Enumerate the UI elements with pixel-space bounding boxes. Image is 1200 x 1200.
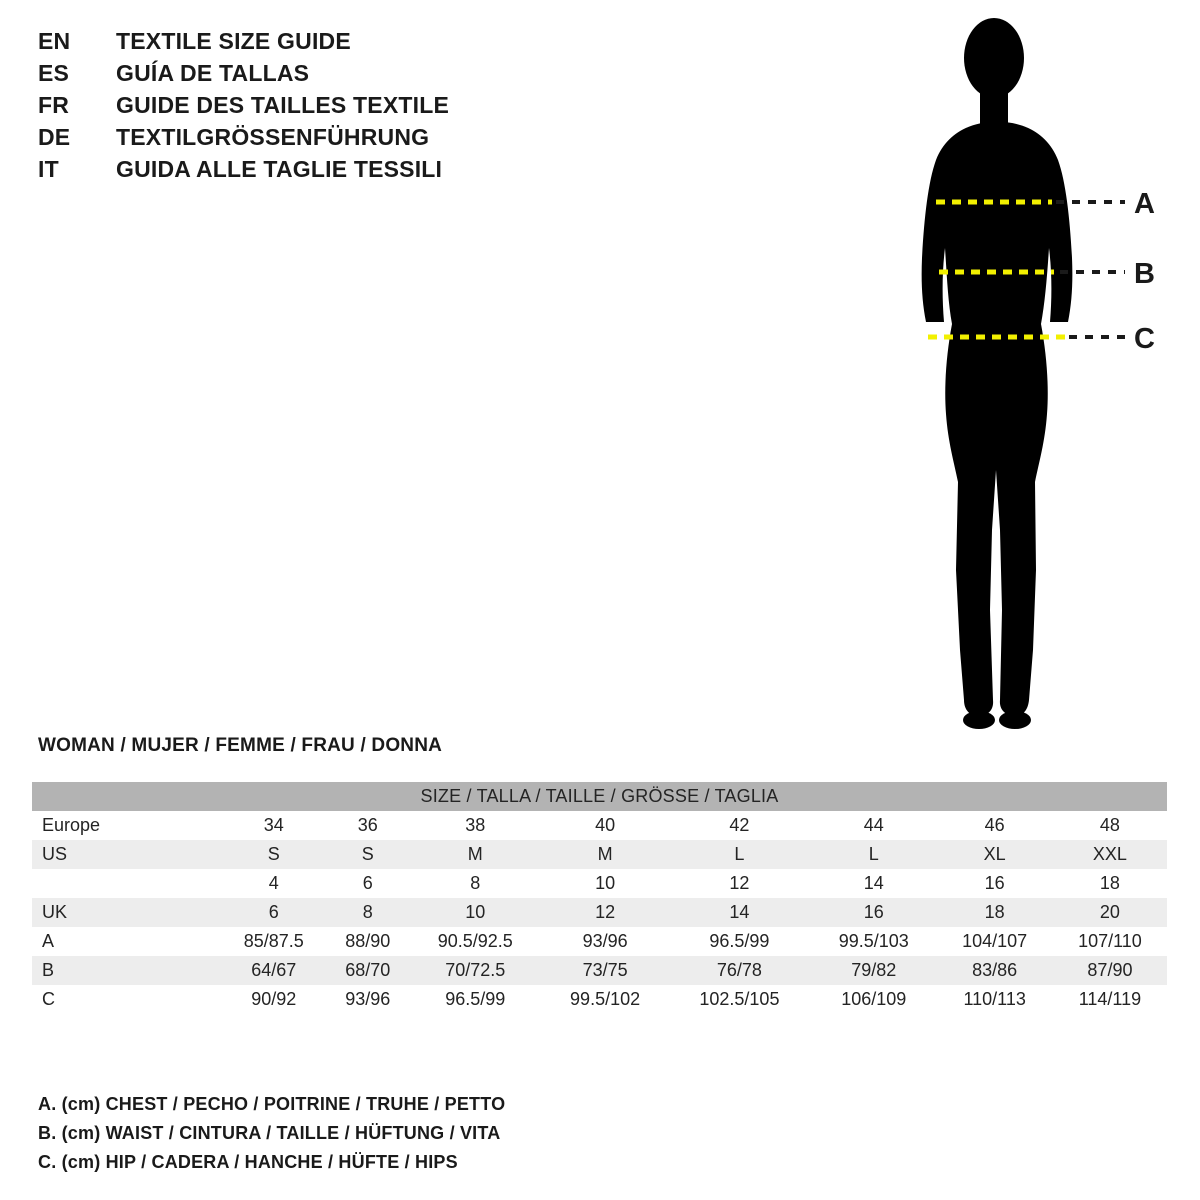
table-row [32,840,1167,869]
cell: 16 [811,898,936,927]
cell: XL [936,840,1052,869]
cell: 16 [936,869,1052,898]
title-text-it: GUIDA ALLE TAGLIE TESSILI [116,156,443,182]
cell: 83/86 [936,956,1052,985]
row-label-b: B [32,956,220,985]
female-silhouette-icon [922,18,1073,729]
cell: 104/107 [936,927,1052,956]
cell: L [668,840,811,869]
cell: 96.5/99 [668,927,811,956]
title-row-es [38,60,658,92]
measure-label-b: B [1134,258,1155,290]
cell: 99.5/102 [542,985,667,1014]
cell: 18 [1053,869,1167,898]
cell: 12 [542,898,667,927]
cell: 102.5/105 [668,985,811,1014]
cell: 10 [542,869,667,898]
row-label-uk: UK [32,898,220,927]
cell: 70/72.5 [408,956,542,985]
cell: 87/90 [1053,956,1167,985]
cell: 4 [220,869,327,898]
footnote-a: A. (cm) CHEST / PECHO / POITRINE / TRUHE / PETTO [38,1094,506,1114]
table-row [32,956,1167,985]
cell: 14 [811,869,936,898]
title-row-it [38,156,658,188]
cell: 93/96 [542,927,667,956]
cell: M [408,840,542,869]
cell: 93/96 [327,985,408,1014]
table-row [32,811,1167,840]
cell: 46 [936,811,1052,840]
cell: 36 [327,811,408,840]
cell: 90.5/92.5 [408,927,542,956]
size-chart-table [32,782,1167,1014]
cell: 12 [668,869,811,898]
cell: 110/113 [936,985,1052,1014]
cell: 64/67 [220,956,327,985]
cell: 6 [220,898,327,927]
footnotes [38,1090,838,1177]
row-label-a: A [32,927,220,956]
title-lang-es: ES [38,60,70,86]
cell: 20 [1053,898,1167,927]
table-row [32,869,1167,898]
cell: 14 [668,898,811,927]
cell: 76/78 [668,956,811,985]
cell: 42 [668,811,811,840]
row-label-c: C [32,985,220,1014]
cell: 73/75 [542,956,667,985]
cell: 85/87.5 [220,927,327,956]
table-header-label: SIZE / TALLA / TAILLE / GRÖSSE / TAGLIA [32,782,1167,811]
title-lang-it: IT [38,156,59,182]
title-text-de: TEXTILGRÖSSENFÜHRUNG [116,124,430,150]
cell: S [220,840,327,869]
measure-label-c: C [1134,323,1155,355]
cell: 18 [936,898,1052,927]
cell: 38 [408,811,542,840]
row-label-europe: Europe [32,811,220,840]
title-row-en [38,28,658,60]
cell: 8 [408,869,542,898]
table-row [32,898,1167,927]
cell: 8 [327,898,408,927]
title-block [38,28,658,188]
cell: 106/109 [811,985,936,1014]
cell: S [327,840,408,869]
footnote-c: C. (cm) HIP / CADERA / HANCHE / HÜFTE / HIPS [38,1152,458,1172]
cell: M [542,840,667,869]
cell: XXL [1053,840,1167,869]
cell: 90/92 [220,985,327,1014]
row-label-us: US [32,840,220,869]
footnote-b: B. (cm) WAIST / CINTURA / TAILLE / HÜFTUNG / VITA [38,1123,501,1143]
row-label-us-numeric [32,869,220,898]
cell: 107/110 [1053,927,1167,956]
cell: 10 [408,898,542,927]
table-row [32,985,1167,1014]
section-heading: WOMAN / MUJER / FEMME / FRAU / DONNA [38,735,443,756]
cell: 96.5/99 [408,985,542,1014]
cell: 99.5/103 [811,927,936,956]
cell: 68/70 [327,956,408,985]
cell: 79/82 [811,956,936,985]
cell: L [811,840,936,869]
cell: 44 [811,811,936,840]
measure-label-a: A [1134,188,1155,220]
title-text-es: GUÍA DE TALLAS [116,60,310,86]
title-row-fr [38,92,658,124]
cell: 34 [220,811,327,840]
cell: 88/90 [327,927,408,956]
body-measurement-figure [860,10,1190,740]
title-text-fr: GUIDE DES TAILLES TEXTILE [116,92,449,118]
title-text-en: TEXTILE SIZE GUIDE [116,28,351,54]
title-lang-fr: FR [38,92,70,118]
table-row [32,927,1167,956]
table-header-row [32,782,1167,811]
cell: 114/119 [1053,985,1167,1014]
title-row-de [38,124,658,156]
cell: 6 [327,869,408,898]
cell: 48 [1053,811,1167,840]
title-lang-en: EN [38,28,71,54]
cell: 40 [542,811,667,840]
title-lang-de: DE [38,124,71,150]
